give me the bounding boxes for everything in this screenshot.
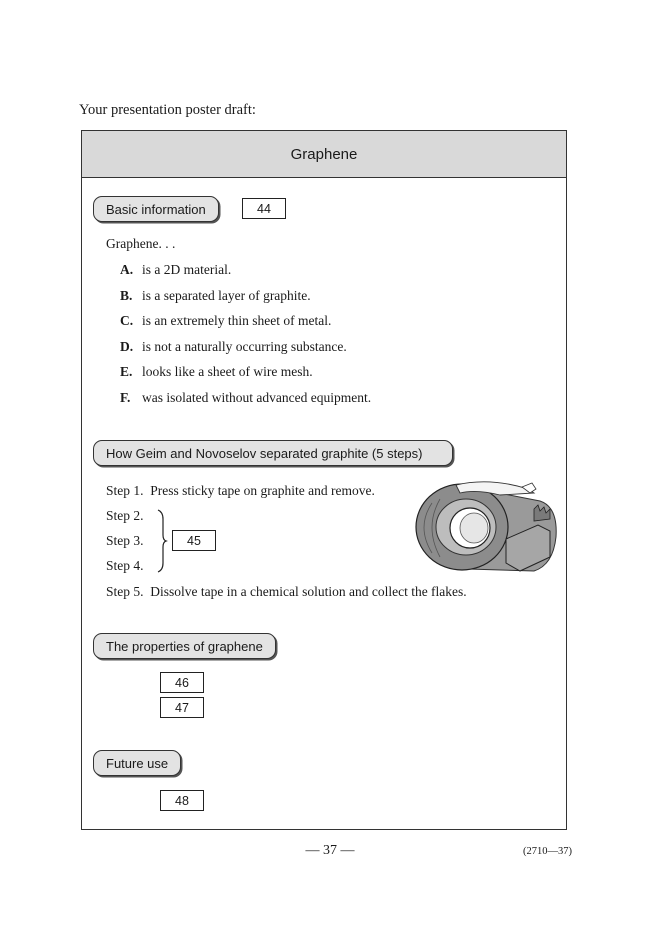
step-1 — [106, 483, 375, 499]
step-2-label: Step 2. — [106, 508, 144, 523]
option-f — [120, 390, 371, 406]
future-use-heading: Future use — [93, 750, 181, 776]
option-e — [120, 364, 313, 380]
option-c — [120, 313, 331, 329]
option-letter: C. — [120, 313, 134, 328]
tape-roll-icon — [410, 479, 558, 575]
intro-text: Your presentation poster draft: — [79, 102, 256, 118]
step-3-label: Step 3. — [106, 533, 144, 548]
option-text: is an extremely thin sheet of metal. — [142, 313, 332, 328]
step-label: Step 5. — [106, 584, 144, 599]
steps-heading: How Geim and Novoselov separated graphite (5 steps) — [93, 440, 453, 466]
option-letter: F. — [120, 390, 131, 405]
answer-box-47[interactable]: 47 — [160, 697, 204, 718]
option-text: is not a naturally occurring substance. — [142, 339, 347, 354]
page-code: (2710—37) — [523, 846, 572, 857]
step-4-label: Step 4. — [106, 558, 144, 573]
option-text: was isolated without advanced equipment. — [142, 390, 372, 405]
step-text: Dissolve tape in a chemical solution and collect the flakes. — [150, 584, 467, 599]
answer-box-46[interactable]: 46 — [160, 672, 204, 693]
answer-box-48[interactable]: 48 — [160, 790, 204, 811]
option-text: looks like a sheet of wire mesh. — [142, 364, 313, 379]
properties-heading: The properties of graphene — [93, 633, 276, 659]
basic-information-heading: Basic information — [93, 196, 219, 222]
option-b — [120, 288, 311, 304]
step-text: Press sticky tape on graphite and remove. — [150, 483, 375, 498]
option-letter: E. — [120, 364, 133, 379]
page-number: — 37 — — [305, 843, 355, 858]
poster — [81, 130, 567, 830]
answer-box-45[interactable]: 45 — [172, 530, 216, 551]
option-letter: D. — [120, 339, 134, 354]
option-a — [120, 262, 231, 278]
option-d — [120, 339, 347, 355]
option-letter: A. — [120, 262, 134, 277]
option-letter: B. — [120, 288, 133, 303]
poster-title: Graphene — [82, 131, 566, 178]
answer-box-44[interactable]: 44 — [242, 198, 286, 219]
option-text: is a separated layer of graphite. — [142, 288, 311, 303]
graphene-lead: Graphene. . . — [106, 236, 176, 251]
step-label: Step 1. — [106, 483, 144, 498]
steps-brace — [156, 509, 168, 573]
step-5 — [106, 584, 467, 600]
option-text: is a 2D material. — [142, 262, 232, 277]
